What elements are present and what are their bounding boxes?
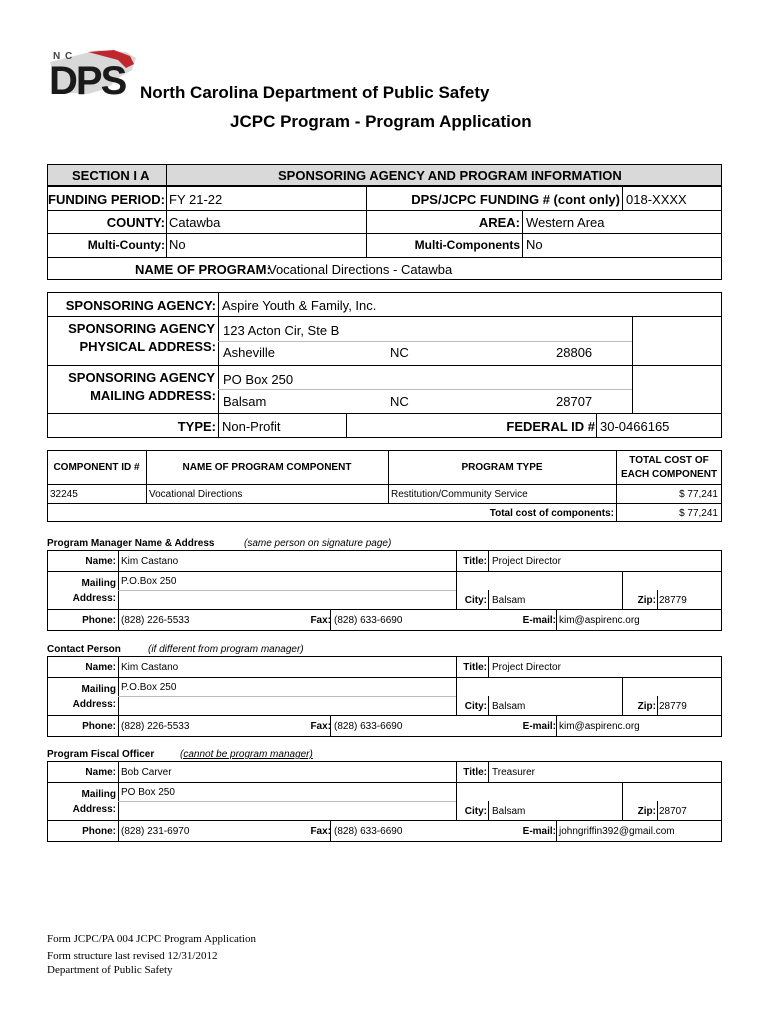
physical-zip[interactable]: 28806 bbox=[556, 345, 593, 360]
manager-phone-label: Phone: bbox=[82, 615, 116, 626]
fiscal-city-value[interactable]: Balsam bbox=[492, 806, 526, 817]
total-cost-label: Total cost of components: bbox=[489, 508, 614, 519]
col-header-total-cost-2: EACH COMPONENT bbox=[620, 469, 718, 480]
multi-county-value[interactable]: No bbox=[169, 237, 186, 252]
manager-name-value[interactable]: Kim Castano bbox=[121, 556, 179, 567]
fiscal-fax-label: Fax: bbox=[310, 826, 331, 837]
mailing-address-label-2: MAILING ADDRESS: bbox=[90, 388, 216, 403]
table-row-program-type[interactable]: Restitution/Community Service bbox=[391, 489, 528, 500]
contact-title-label: Title: bbox=[463, 662, 487, 673]
manager-note: (same person on signature page) bbox=[244, 538, 392, 549]
physical-city[interactable]: Asheville bbox=[223, 345, 276, 360]
fiscal-note: (cannot be program manager) bbox=[180, 749, 313, 760]
funding-number-label: DPS/JCPC FUNDING # (cont only) bbox=[411, 192, 620, 207]
contact-fax-value[interactable]: (828) 633-6690 bbox=[334, 721, 403, 732]
agency-name-value[interactable]: Aspire Youth & Family, Inc. bbox=[222, 298, 377, 313]
contact-email-label: E-mail: bbox=[522, 721, 556, 732]
fiscal-name-value[interactable]: Bob Carver bbox=[121, 767, 172, 778]
col-header-component-name: NAME OF PROGRAM COMPONENT bbox=[182, 462, 352, 473]
fiscal-mailing-value[interactable]: PO Box 250 bbox=[121, 787, 175, 798]
manager-city-label: City: bbox=[464, 595, 487, 606]
footer-line-3: Department of Public Safety bbox=[47, 964, 173, 976]
multi-county-label: Multi-County: bbox=[87, 238, 165, 252]
contact-mailing-label: Mailing bbox=[81, 684, 116, 695]
federal-id-label: FEDERAL ID # bbox=[506, 419, 595, 434]
agency-type-label: TYPE: bbox=[177, 419, 216, 434]
contact-city-value[interactable]: Balsam bbox=[492, 701, 526, 712]
contact-phone-label: Phone: bbox=[82, 721, 116, 732]
fiscal-address-label: Address: bbox=[72, 804, 116, 815]
manager-mailing-label: Mailing bbox=[81, 578, 116, 589]
manager-email-value[interactable]: kim@aspirenc.org bbox=[559, 615, 640, 626]
contact-mailing-value[interactable]: P.O.Box 250 bbox=[121, 682, 177, 693]
mailing-zip[interactable]: 28707 bbox=[556, 394, 593, 409]
contact-name-label: Name: bbox=[85, 662, 116, 673]
physical-address-label-1: SPONSORING AGENCY bbox=[68, 321, 215, 336]
manager-zip-label: Zip: bbox=[637, 595, 656, 606]
fiscal-fax-value[interactable]: (828) 633-6690 bbox=[334, 826, 403, 837]
manager-mailing-value[interactable]: P.O.Box 250 bbox=[121, 576, 177, 587]
logo-small-text: N C bbox=[53, 51, 74, 62]
org-name: North Carolina Department of Public Safety bbox=[140, 83, 490, 102]
mailing-city[interactable]: Balsam bbox=[223, 394, 267, 409]
manager-name-label: Name: bbox=[85, 556, 116, 567]
area-label: AREA: bbox=[478, 215, 520, 230]
manager-fax-value[interactable]: (828) 633-6690 bbox=[334, 615, 403, 626]
manager-phone-value[interactable]: (828) 226-5533 bbox=[121, 615, 190, 626]
county-value[interactable]: Catawba bbox=[169, 215, 221, 230]
contact-name-value[interactable]: Kim Castano bbox=[121, 662, 179, 673]
physical-street[interactable]: 123 Acton Cir, Ste B bbox=[223, 323, 340, 338]
manager-fax-label: Fax: bbox=[310, 615, 331, 626]
manager-address-label: Address: bbox=[72, 593, 116, 604]
contact-email-value[interactable]: kim@aspirenc.org bbox=[559, 721, 640, 732]
funding-period-label: FUNDING PERIOD: bbox=[48, 192, 165, 207]
manager-title-label: Title: bbox=[463, 556, 487, 567]
fiscal-heading: Program Fiscal Officer bbox=[47, 749, 155, 760]
contact-zip-value[interactable]: 28779 bbox=[659, 701, 687, 712]
footer-line-1: Form JCPC/PA 004 JCPC Program Application bbox=[47, 933, 256, 945]
fiscal-zip-value[interactable]: 28707 bbox=[659, 806, 687, 817]
federal-id-value[interactable]: 30-0466165 bbox=[600, 419, 670, 434]
agency-name-label: SPONSORING AGENCY: bbox=[65, 298, 216, 313]
manager-title-value[interactable]: Project Director bbox=[492, 556, 561, 567]
contact-title-value[interactable]: Project Director bbox=[492, 662, 561, 673]
fiscal-name-label: Name: bbox=[85, 767, 116, 778]
manager-heading: Program Manager Name & Address bbox=[47, 538, 215, 549]
col-header-component-id: COMPONENT ID # bbox=[53, 462, 140, 473]
area-value[interactable]: Western Area bbox=[526, 215, 605, 230]
fiscal-email-label: E-mail: bbox=[522, 826, 556, 837]
dps-logo bbox=[48, 48, 140, 106]
fiscal-city-label: City: bbox=[464, 806, 487, 817]
table-row-component-id[interactable]: 32245 bbox=[50, 489, 78, 500]
section-title: SPONSORING AGENCY AND PROGRAM INFORMATION bbox=[278, 168, 622, 183]
fiscal-phone-value[interactable]: (828) 231-6970 bbox=[121, 826, 190, 837]
program-name-value[interactable]: Vocational Directions - Catawba bbox=[268, 262, 453, 277]
fiscal-email-value[interactable]: johngriffin392@gmail.com bbox=[559, 826, 675, 837]
contact-fax-label: Fax: bbox=[310, 721, 331, 732]
contact-city-label: City: bbox=[464, 701, 487, 712]
page-title: JCPC Program - Program Application bbox=[230, 112, 532, 131]
funding-period-value[interactable]: FY 21-22 bbox=[169, 192, 223, 207]
total-cost-value: $ 77,241 bbox=[679, 508, 718, 519]
section-label: SECTION I A bbox=[72, 168, 150, 183]
physical-state[interactable]: NC bbox=[390, 345, 409, 360]
fiscal-title-label: Title: bbox=[463, 767, 487, 778]
footer-line-2: Form structure last revised 12/31/2012 bbox=[47, 950, 218, 962]
contact-zip-label: Zip: bbox=[637, 701, 656, 712]
multi-components-value[interactable]: No bbox=[526, 237, 543, 252]
fiscal-title-value[interactable]: Treasurer bbox=[492, 767, 535, 778]
contact-note: (if different from program manager) bbox=[148, 644, 304, 655]
fiscal-phone-label: Phone: bbox=[82, 826, 116, 837]
manager-city-value[interactable]: Balsam bbox=[492, 595, 526, 606]
manager-zip-value[interactable]: 28779 bbox=[659, 595, 687, 606]
contact-phone-value[interactable]: (828) 226-5533 bbox=[121, 721, 190, 732]
county-label: COUNTY: bbox=[106, 215, 165, 230]
funding-number-value[interactable]: 018-XXXX bbox=[626, 192, 687, 207]
manager-email-label: E-mail: bbox=[522, 615, 556, 626]
fiscal-mailing-label: Mailing bbox=[81, 789, 116, 800]
mailing-state[interactable]: NC bbox=[390, 394, 409, 409]
contact-heading: Contact Person bbox=[47, 644, 121, 655]
fiscal-zip-label: Zip: bbox=[637, 806, 656, 817]
agency-type-value[interactable]: Non-Profit bbox=[222, 419, 281, 434]
multi-components-label: Multi-Components bbox=[414, 238, 520, 252]
col-header-program-type: PROGRAM TYPE bbox=[461, 462, 543, 473]
physical-address-label-2: PHYSICAL ADDRESS: bbox=[79, 339, 216, 354]
mailing-address-label-1: SPONSORING AGENCY bbox=[68, 370, 215, 385]
table-row-component-name[interactable]: Vocational Directions bbox=[149, 489, 243, 500]
mailing-street[interactable]: PO Box 250 bbox=[223, 372, 294, 387]
logo-big-text: DPS bbox=[49, 59, 126, 103]
contact-address-label: Address: bbox=[72, 699, 116, 710]
table-row-cost[interactable]: $ 77,241 bbox=[679, 489, 718, 500]
program-name-label: NAME OF PROGRAM: bbox=[135, 262, 271, 277]
col-header-total-cost-1: TOTAL COST OF bbox=[629, 455, 709, 466]
